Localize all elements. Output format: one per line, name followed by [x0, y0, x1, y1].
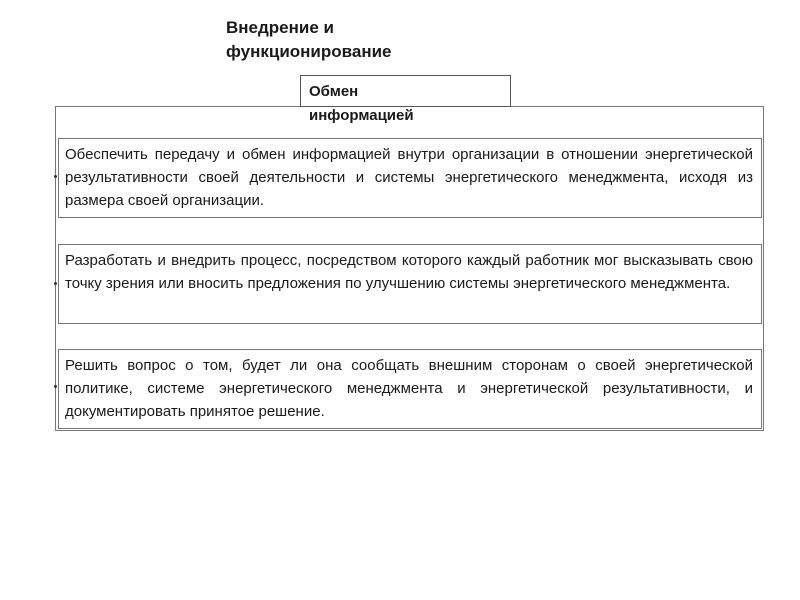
list-item: [58, 244, 762, 324]
bullet-dot-icon: [54, 175, 57, 178]
section-heading: Обмен информацией: [309, 83, 414, 124]
list-item: [58, 138, 762, 218]
list-item: [58, 349, 762, 429]
bullet-dot-icon: [54, 385, 57, 388]
list-item-text: Разработать и внедрить процесс, посредством которого каждый работник мог высказывать свою точку зрения или вносить предложения по улучшению системы энергетического менеджмента.: [65, 249, 753, 295]
page-title: Внедрение и функционирование: [226, 18, 392, 61]
list-item-text: Обеспечить передачу и обмен информацией внутри организации в отношении энергетической результативности своей деятельности и системы энергетического менеджмента, исходя из размера своей организации.: [65, 143, 753, 212]
bullet-dot-icon: [54, 282, 57, 285]
section-heading-box: [300, 75, 511, 124]
list-item-text: Решить вопрос о том, будет ли она сообщать внешним сторонам о своей энергетической политике, системе энергетического менеджмента и энергетической результативности, и документировать принятое решение.: [65, 354, 753, 423]
